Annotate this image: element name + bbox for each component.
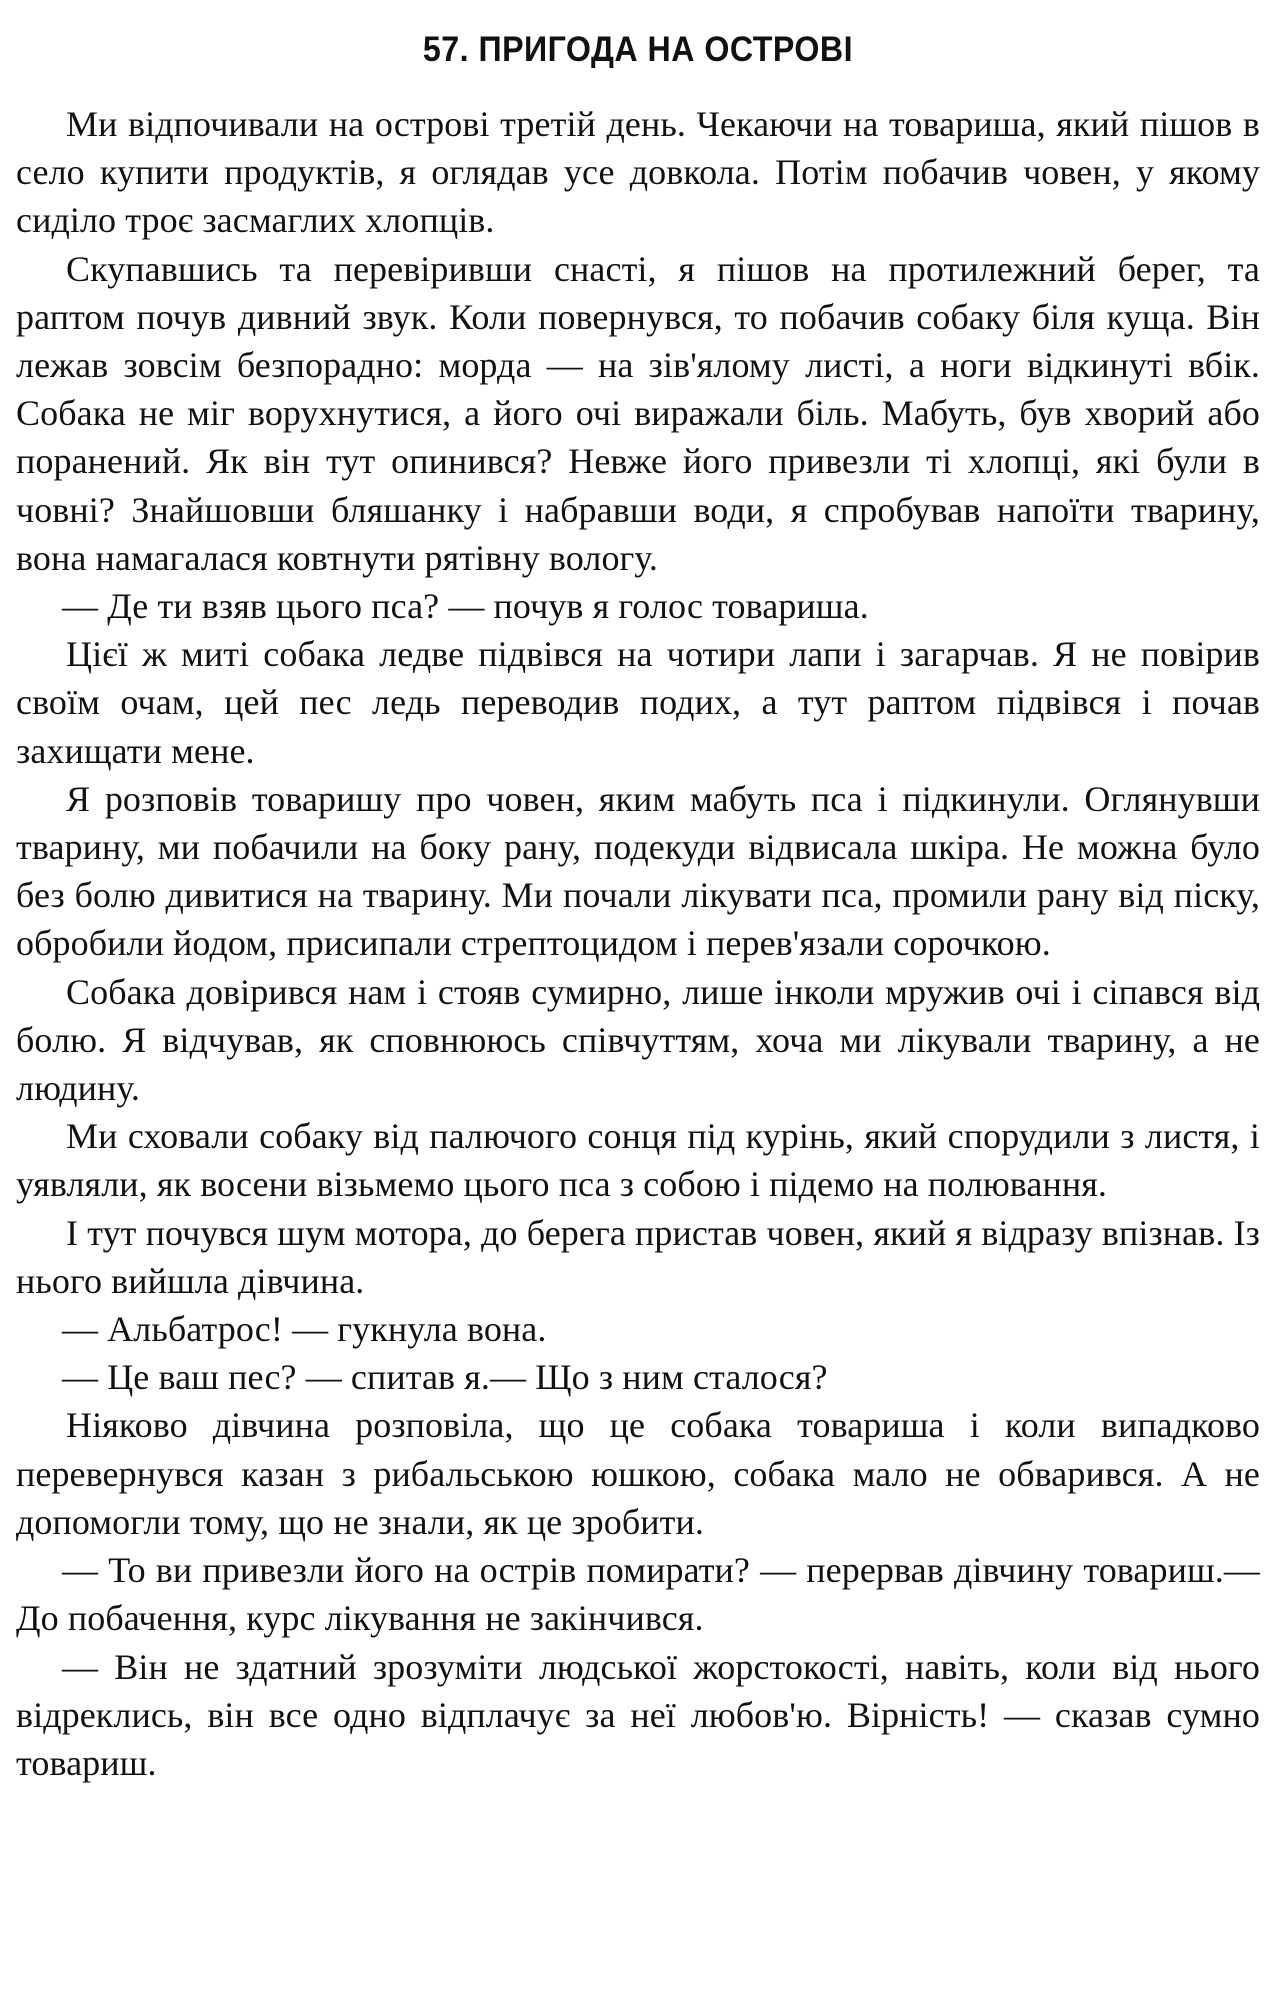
dialogue-line: — То ви привезли його на острів помирати? — перервав дівчину товариш.— До побачення, курс лікування не закінчився. [16, 1550, 1260, 1639]
dialogue-line: — Де ти взяв цього пса? — почув я голос товариша. [62, 586, 869, 627]
paragraph: Ніяково дівчина розповіла, що це собака товариша і коли випадково перевернувся казан з рибальською юшкою, собака мало не обварився. А не допомогли тому, що не знали, як це зробити. [16, 1405, 1260, 1542]
paragraph: Цієї ж миті собака ледве підвівся на чотири лапи і загарчав. Я не повірив своїм очам, цей пес ледь переводив подих, а тут раптом підвівся і почав захищати мене. [16, 634, 1260, 771]
dialogue-line: — Він не здатний зрозуміти людської жорстокості, навіть, коли від нього відреклись, він все одно відплачує за неї любов'ю. Вірність! — сказав сумно товариш. [16, 1646, 1260, 1783]
paragraph: Ми відпочивали на острові третій день. Чекаючи на товариша, який пішов в село купити продуктів, я оглядав усе довкола. Потім побачив човен, у якому сиділо троє засмаглих хлопців. [16, 104, 1260, 241]
paragraph: Скупавшись та перевіривши снасті, я пішов на протилежний берег, та раптом почув дивний звук. Коли повернувся, то побачив собаку біля куща. Він лежав зовсім безпорадно: морда — на зів'ялому листі, а ноги відкинуті вбік. Собака не міг ворухнутися, а його очі виражали біль. Мабуть, був хворий або поранений. Як він тут опинився? Невже його привезли ті хлопці, які були в човні? Знайшовши бляшанку і набравши води, я спробував напоїти тварину, вона намагалася ковтнути рятівну вологу. [16, 248, 1260, 578]
paragraph: Собака довірився нам і стояв сумирно, лише інколи мружив очі і сіпався від болю. Я відчував, як сповнююсь співчуттям, хоча ми лікували тварину, а не людину. [16, 971, 1260, 1109]
paragraph: Я розповів товаришу про човен, яким мабуть пса і підкинули. Оглянувши тварину, ми побачили на боку рану, подекуди відвисала шкіра. Не можна було без болю дивитися на тварину. Ми почали лікувати пса, промили рану від піску, обробили йодом, присипали стрептоцидом і перев'язали сорочкою. [16, 778, 1260, 964]
paragraph: Ми сховали собаку від палючого сонця під курінь, який спорудили з листя, і уявляли, як восени візьмемо цього пса з собою і підемо на полювання. [16, 1116, 1260, 1205]
paragraph: І тут почувся шум мотора, до берега пристав човен, який я відразу впізнав. Із нього вийшла дівчина. [16, 1212, 1260, 1301]
dialogue-line: — Це ваш пес? — спитав я.— Що з ним сталося? [62, 1357, 828, 1398]
dialogue-line: — Альбатрос! — гукнула вона. [62, 1309, 547, 1350]
story-text [16, 100, 1260, 1787]
document-title: 57. ПРИГОДА НА ОСТРОВІ [422, 30, 854, 69]
